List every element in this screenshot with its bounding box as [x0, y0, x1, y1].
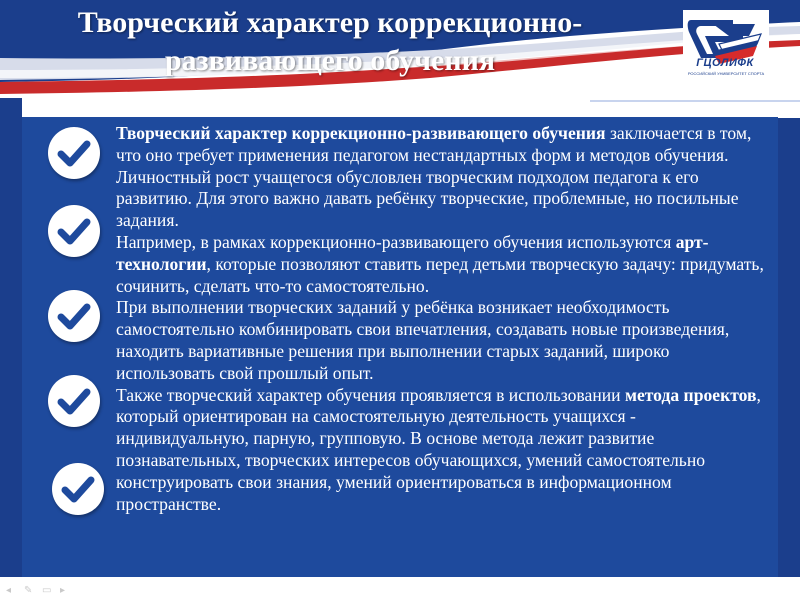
title-line-2: развивающего обучения — [164, 44, 496, 77]
paragraph-5-bold: метода проектов — [624, 384, 757, 405]
right-side-stripe — [778, 118, 800, 603]
paragraph-3-start: Например, в рамках коррекционно-развивающего обучения используются — [116, 231, 676, 252]
pen-icon[interactable]: ✎ — [24, 585, 33, 596]
slide-footer — [0, 577, 800, 603]
check-icon — [48, 290, 100, 342]
logo-wordmark: ГЦОЛИФК — [696, 57, 754, 69]
paragraph-5-start: Также творческий характер обучения проявляется в использовании — [116, 384, 625, 405]
paragraph-3-bold: арт-технологии — [116, 231, 709, 274]
slide-menu-icon[interactable]: ▭ — [42, 585, 52, 596]
slide-header — [0, 0, 800, 98]
slideshow-toolbar[interactable] — [6, 585, 72, 599]
paragraph-2: Личностный рост учащегося обусловлен творческим подходом педагога к его развитию. Для этого важно давать ребёнку творческие, проблемные, но посильные задания. — [116, 166, 739, 231]
paragraph-3-end: , которые позволяют ставить перед детьми творческую задачу: придумать, сочинить, сделать что-то самостоятельно. — [116, 253, 764, 296]
paragraph-1-text: заключается в том, что оно требует применения педагогом нестандартных форм и методов обучения. — [116, 123, 752, 165]
next-slide-icon[interactable]: ▸ — [60, 585, 66, 596]
body-text — [116, 123, 766, 515]
title-line-1: Творческий характер коррекционно- — [77, 6, 583, 39]
logo-subtext: РОССИЙСКИЙ УНИВЕРСИТЕТ СПОРТА — [687, 71, 765, 76]
check-icon — [48, 375, 100, 427]
check-icon — [48, 127, 100, 179]
paragraph-1-bold: Творческий характер коррекционно-развивающего обучения — [116, 123, 606, 143]
left-side-stripe — [0, 98, 22, 603]
paragraph-1 — [116, 123, 766, 167]
paragraph-4: При выполнении творческих заданий у ребёнка возникает необходимость самостоятельно комбинировать свои впечатления, создавать новые произведения, находить вариативные решения при выполнении старых заданий, широко использовать свой прошлый опыт. — [116, 297, 730, 383]
page-title — [30, 4, 630, 80]
check-icon — [52, 463, 104, 515]
check-icon — [48, 205, 100, 257]
university-logo-icon — [683, 10, 769, 80]
paragraph-5-end: , который ориентирован на самостоятельную деятельность учащихся - индивидуальную, парную, групповую. В основе метода лежит развитие познавательных, творческих интересов обучающихся, умений самостоятельно конструировать свои знания, умений ориентироваться в информационном пространстве. — [116, 384, 761, 514]
paragraph-5 — [116, 385, 766, 516]
paragraph-3 — [116, 232, 766, 297]
previous-slide-icon[interactable]: ◂ — [6, 585, 12, 596]
